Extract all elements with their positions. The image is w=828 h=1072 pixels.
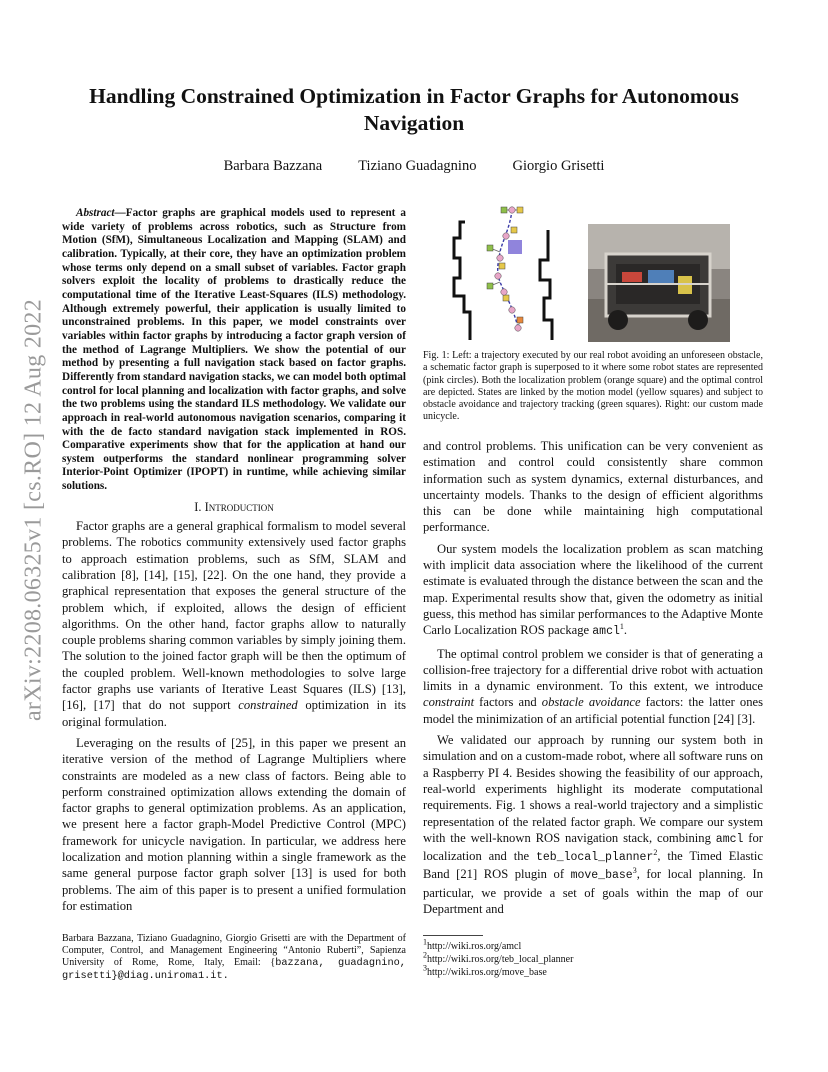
body-paragraph	[423, 732, 763, 917]
factor-square	[501, 207, 507, 213]
factor-square	[517, 317, 523, 323]
robot-state-circle	[495, 273, 501, 279]
map-wall-right	[540, 230, 552, 340]
author-name: Tiziano Guadagnino	[358, 158, 477, 174]
trajectory-figure	[440, 200, 580, 345]
footnote-item	[423, 950, 763, 966]
robot-state-circle	[509, 307, 515, 313]
code-text: teb_local_planner	[536, 851, 654, 865]
paper-title: Handling Constrained Optimization in Factor Graphs for Autonomous Navigation	[89, 84, 739, 135]
text-run: , the Timed Elastic Band [21] ROS plugin of	[423, 849, 764, 882]
intro-paragraph: Leveraging on the results of [25], in this paper we present an iterative version of the method of Lagrange Multipliers where constraints are modeled as a new class of factors. Being able to perform constrained optimization allows extending the domain of factor graphs to general optimization problems. As an application, we present here a factor graph-Model Predictive Control (MPC) framework for unicycle navigation. In particular, we address here localization and motion planning within a single framework as the same general purpose factor graph solver [13] is used for both problems. The aim of this paper is to present a unified formulation for estimation	[62, 735, 406, 913]
body-paragraph: and control problems. This unification can be very convenient as estimation and control could consistently share common information such as system dynamics, external disturbances, and uncertainty models. Thanks to the design of efficient algorithms this can be done while maintaining high computational performance.	[423, 439, 763, 535]
factor-square	[517, 207, 523, 213]
footnote-mark: 2	[423, 950, 427, 960]
factor-square	[499, 263, 505, 269]
factor-square	[487, 283, 493, 289]
code-text: move_base	[570, 869, 633, 883]
footnote-emails: bazzana, guadagnino, grisetti	[62, 957, 406, 982]
footnote-item	[423, 963, 763, 979]
affiliation-footnote	[62, 933, 406, 982]
footnote-text: Barbara Bazzana, Tiziano Guadagnino, Giorgio Grisetti are with the Department of Computer, Control, and Management Engineering “Antonio Ruberti”, Sapienza University of Rome, Rome, Italy, Email: {	[62, 933, 406, 969]
text-run: , for local planning. In particular, we provide a set of goals within the map of our Department and	[423, 867, 763, 917]
text-run: factors: the latter ones model the minimization of an artificial potential function [24] [3].	[423, 695, 763, 726]
text-run: .	[623, 623, 628, 638]
robot-state-circle	[501, 289, 507, 295]
robot-state-circle	[509, 207, 515, 213]
left-column	[62, 207, 406, 914]
footnote-mark: 3	[423, 963, 427, 973]
arxiv-id: arXiv:2208.06325v1 [cs.RO] 12 Aug 2022	[20, 298, 47, 722]
obstacle-cube	[508, 240, 522, 254]
footnote-url: http://wiki.ros.org/teb_local_planner	[427, 954, 574, 965]
factor-square	[503, 295, 509, 301]
footnote-item	[423, 937, 763, 953]
author-list	[0, 158, 828, 175]
factor-square	[487, 245, 493, 251]
robot-state-circle	[515, 325, 521, 331]
text-run: factors and	[474, 695, 542, 710]
robot-photo	[588, 224, 730, 342]
footnote-mark: 1	[423, 937, 427, 947]
emphasis-text: obstacle avoidance	[541, 695, 641, 710]
abstract-label: Abstract	[76, 207, 115, 219]
factor-square	[511, 227, 517, 233]
robot-state-circle	[497, 255, 503, 261]
code-text: amcl	[592, 625, 620, 639]
section-heading: I. Introduction	[194, 499, 274, 514]
figure-caption: Fig. 1: Left: a trajectory executed by our real robot avoiding an unforeseen obstacle, a schematic factor graph is superposed to it where some robot states are represented (pink circles). Both the localization problem (orange square) and the optimal control are depicted. States are linked by the motion model (yellow squares) and subject to obstacle avoidance and trajectory tracking (green squares). Right: our custom made unicycle.	[423, 350, 763, 423]
abstract-text: —Factor graphs are graphical models used to represent a wide variety of problems across robotics, such as Structure from Motion (SfM), Simultaneous Localization and Mapping (SLAM) and calibration. Typically, at their core, they have an optimization problem whose terms only depend on a small subset of variables. Factor graph solvers exploit the locality of problems to drastically reduce the computational time of the Iterative Least-Squares (ILS) methodology. Although extremely powerful, their application is usually limited to unconstrained problems. In this paper, we model constraints over variables within factor graphs by introducing a factor graph version of the method of Lagrange Multipliers. We show the potential of our method by presenting a full navigation stack based on factor graphs. Differently from standard navigation stacks, we can model both optimal control for local planning and localization with factor graphs, and solve the two problems using the standard ILS methodology. We validate our approach in real-world autonomous navigation scenarios, comparing it with the de facto standard navigation stack implemented in ROS. Comparative experiments show that for the application at hand our system outperforms the standard nonlinear programming solver Interior-Point Optimizer (IPOPT) in runtime, while achieving similar solutions.	[62, 207, 406, 493]
text-run: optimization in its original formulation.	[62, 698, 406, 729]
footnote-domain: }@diag.uniroma1.it.	[111, 969, 229, 982]
footnote-mark: 2	[653, 847, 658, 857]
abstract	[62, 207, 406, 494]
intro-paragraph	[62, 518, 406, 730]
robot-state-circle	[503, 233, 509, 239]
footnotes	[423, 937, 763, 979]
footnote-mark: 3	[632, 866, 637, 876]
author-name: Barbara Bazzana	[223, 158, 323, 174]
footnote-url: http://wiki.ros.org/amcl	[427, 941, 522, 952]
body-paragraph	[423, 541, 763, 641]
text-run: The optimal control problem we consider is that of generating a collision-free trajectory for a differential drive robot with actuation limits in a dynamic environment. To this extent, we introduce	[423, 646, 763, 694]
emphasis-text: constrained	[238, 698, 298, 713]
text-run: Our system models the localization problem as scan matching with implicit data association where the likelihood of the current estimate is evaluated through the distance between the scan and the map. Experimental results show that, given the odometry as initial guess, this method has similar performances to the Adaptive Monte Carlo Localization ROS package	[423, 541, 763, 638]
arxiv-stamp	[20, 260, 48, 760]
author-name: Giorgio Grisetti	[512, 158, 605, 174]
body-paragraph	[423, 646, 763, 727]
footnote-url: http://wiki.ros.org/move_base	[427, 967, 547, 978]
emphasis-text: constraint	[423, 695, 475, 710]
code-text: amcl	[715, 832, 744, 846]
text-run: We validated our approach by running our system both in simulation and on a custom-made robot, where all software runs on a Raspberry PI 4. Besides showing the feasibility of our approach, real-world experiments highlight its moderate computational requirements. Fig. 1 shows a real-world trajectory and a simplistic representation of the related factor graph. We compare our system with the well-known ROS navigation stack, combining	[423, 733, 763, 845]
footnote-mark: 1	[619, 622, 624, 632]
text-run: for localization and the	[423, 830, 763, 864]
map-wall-left	[454, 222, 470, 340]
text-run: Factor graphs are a general graphical formalism to model several problems. The robotics community extensively used factor graphs to approach estimation problems, such as SfM, SLAM and calibration [8], [14], [15], [22]. On the one hand, they provide a graphical representation that exposes the general structure of the problem which, if exploited, allows the design of efficient algorithms. On the other hand, factor graphs allow to naturally couple problems sharing common variables by simply joining them. The solution to the joined factor graph will be then the optimum of the coupled problem. Well-known methodologies to solve large factor graphs use variants of Iterative Least Squares (ILS) [13], [16], [17] that do not support	[62, 519, 406, 713]
footnote-rule	[423, 935, 483, 936]
right-column	[423, 438, 763, 917]
